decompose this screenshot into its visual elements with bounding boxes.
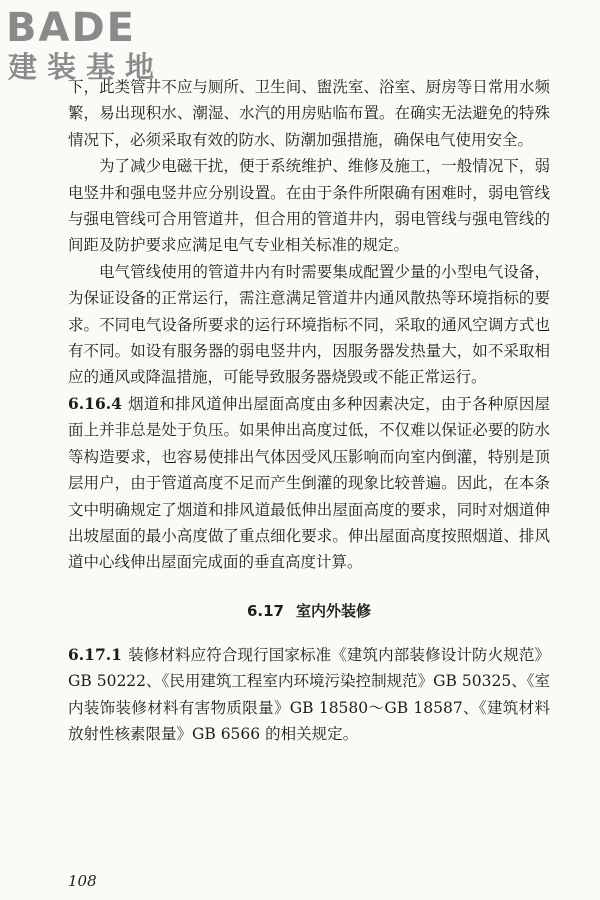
page-body	[68, 74, 550, 747]
section-title: 室内外装修	[296, 601, 372, 620]
clause-6-17-1	[68, 642, 550, 748]
clause-text: 装修材料应符合现行国家标准《建筑内部装修设计防火规范》GB 50222、《民用建筑工程室内环境污染控制规范》GB 50325、《室内装饰装修材料有害物质限量》GB 18580～GB 18587、《建筑材料放射性核素限量》GB 6566 的相关规定。	[68, 645, 550, 743]
paragraph-shaft-equipment: 电气管线使用的管道井内有时需要集成配置少量的小型电气设备，为保证设备的正常运行，需注意满足管道井内通风散热等环境指标的要求。不同电气设备所要求的运行环境指标不同，采取的通风空调方式也有不同。如设有服务器的弱电竖井内，因服务器发热量大，如不采取相应的通风或降温措施，可能导致服务器烧毁或不能正常运行。	[68, 262, 550, 387]
clause-number: 6.17.1	[68, 644, 122, 664]
paragraph-continued: 下，此类管井不应与厕所、卫生间、盥洗室、浴室、厨房等日常用水频繁，易出现积水、潮湿、水汽的用房贴临布置。在确实无法避免的特殊情况下，必须采取有效的防水、防潮加强措施，确保电气使用安全。	[68, 78, 550, 149]
section-number: 6.17	[246, 601, 284, 620]
section-heading	[68, 600, 550, 622]
watermark-cjk-text: 建装基地	[8, 50, 165, 84]
watermark-logo	[6, 6, 164, 84]
clause-6-16-4	[68, 391, 550, 576]
clause-text: 烟道和排风道伸出屋面高度由多种因素决定，由于各种原因屋面上并非总是处于负压。如果伸出高度过低，不仅难以保证必要的防水等构造要求，也容易使排出气体因受风压影响而向室内倒灌，特别是顶层用户，由于管道高度不足而产生倒灌的现象比较普遍。因此，在本条文中明确规定了烟道和排风道最低伸出屋面高度的要求，同时对烟道伸出坡屋面的最小高度做了重点细化要求。伸出屋面高度按照烟道、排风道中心线伸出屋面完成面的垂直高度计算。	[68, 394, 550, 572]
watermark-latin-text: BADE	[6, 5, 136, 51]
page-number: 108	[68, 872, 97, 890]
paragraph-weak-strong-shaft: 为了减少电磁干扰，便于系统维护、维修及施工，一般情况下，弱电竖井和强电竖井应分别设置。在由于条件所限确有困难时，弱电管线与强电管线可合用管道井，但合用的管道井内，弱电管线与强电管线的间距及防护要求应满足电气专业相关标准的规定。	[68, 157, 550, 255]
clause-number: 6.16.4	[68, 393, 122, 413]
